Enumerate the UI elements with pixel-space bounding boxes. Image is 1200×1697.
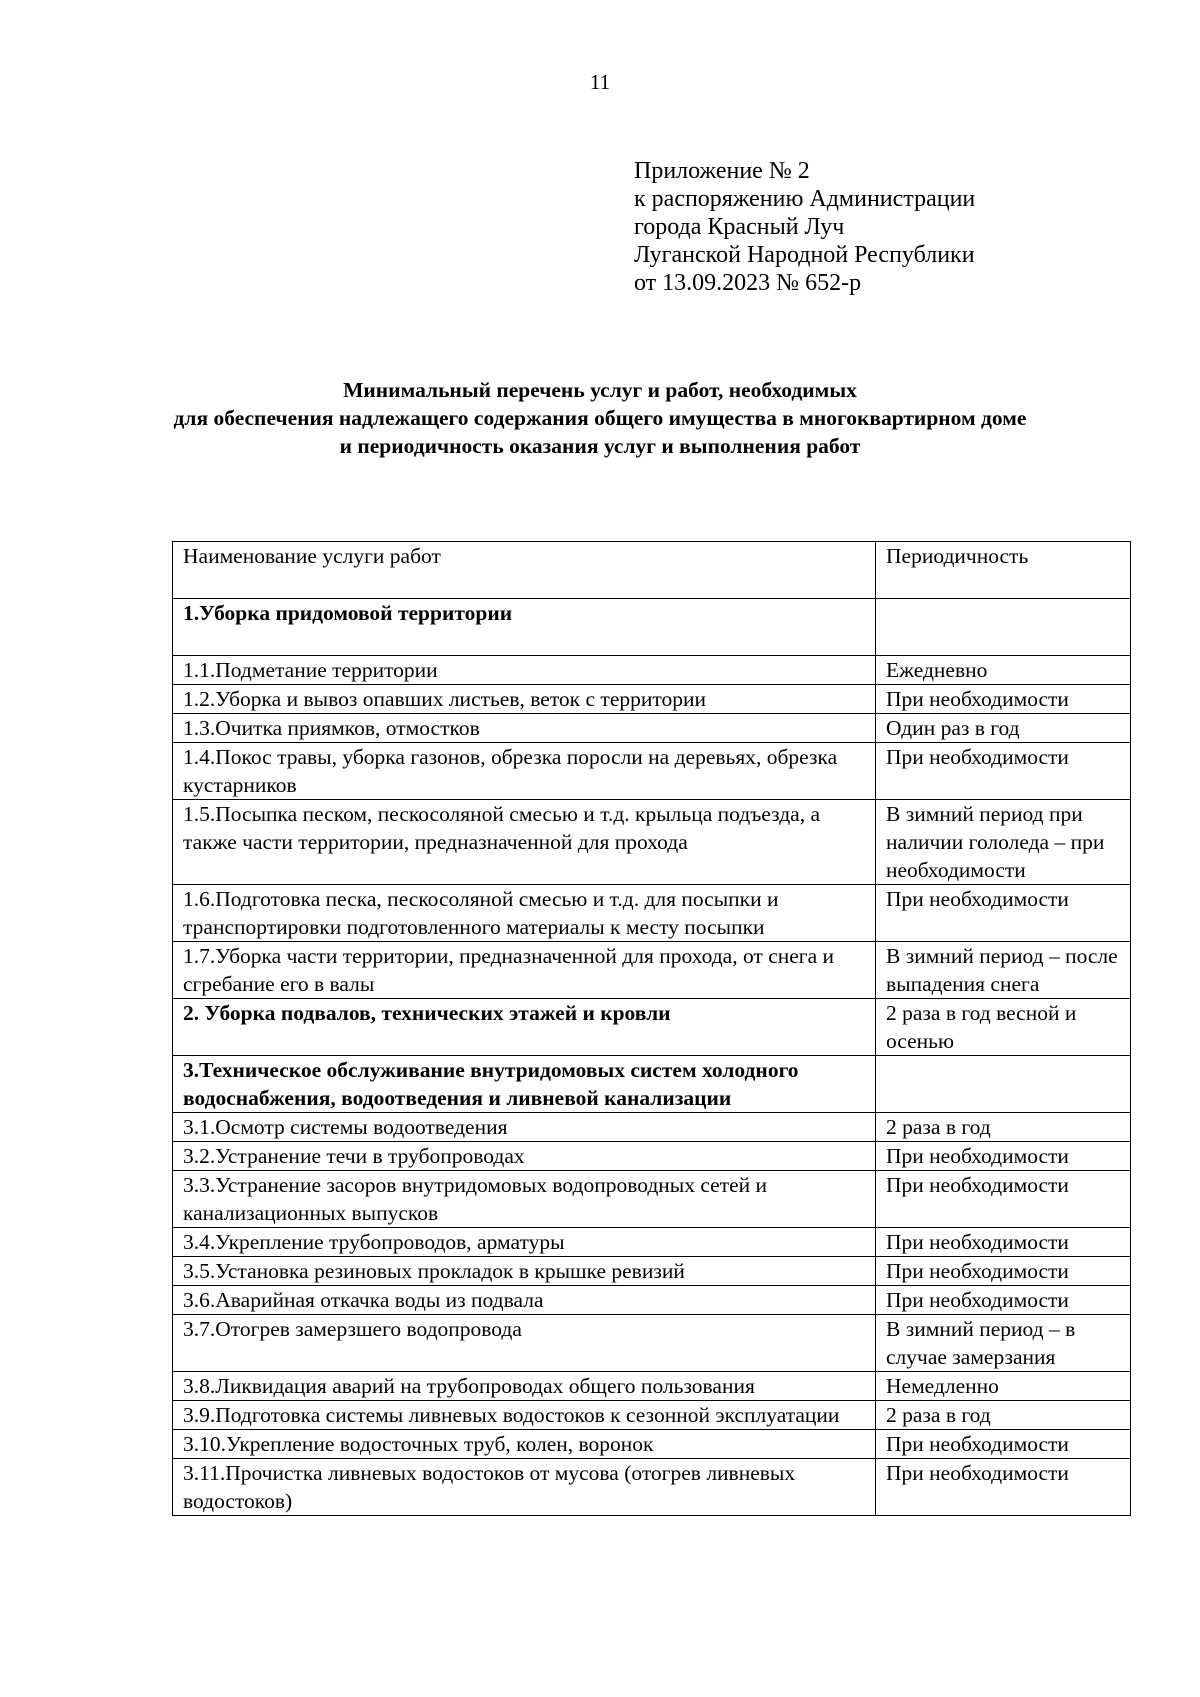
table-row (173, 1430, 1131, 1459)
periodicity-cell: 2 раза в год (876, 1113, 1131, 1142)
periodicity-cell: В зимний период при наличии гололеда – при необходимости (876, 800, 1131, 885)
table-row (173, 1171, 1131, 1228)
periodicity-cell: Немедленно (876, 1372, 1131, 1401)
periodicity-cell: При необходимости (876, 1257, 1131, 1286)
table-row (173, 1113, 1131, 1142)
service-name-cell: 3.4.Укрепление трубопроводов, арматуры (173, 1228, 876, 1257)
periodicity-cell: При необходимости (876, 1430, 1131, 1459)
service-name-cell: 3.1.Осмотр системы водоотведения (173, 1113, 876, 1142)
table-row (173, 1286, 1131, 1315)
service-name-cell: 3.2.Устранение течи в трубопроводах (173, 1142, 876, 1171)
table-section-row (173, 599, 1131, 656)
periodicity-cell: 2 раза в год (876, 1401, 1131, 1430)
table-row (173, 1401, 1131, 1430)
service-name-cell: 1.5.Посыпка песком, пескосоляной смесью и т.д. крыльца подъезда, а также части территории, предназначенной для прохода (173, 800, 876, 885)
service-name-cell: 1.1.Подметание территории (173, 656, 876, 685)
appendix-line: к распоряжению Администрации (634, 186, 976, 212)
periodicity-cell: При необходимости (876, 1286, 1131, 1315)
header-name: Наименование услуги работ (173, 542, 876, 599)
title-line: и периодичность оказания услуг и выполнения работ (339, 434, 861, 458)
periodicity-cell: 2 раза в год весной и осенью (876, 999, 1131, 1056)
service-name-cell: 1.6.Подготовка песка, пескосоляной смесью и т.д. для посыпки и транспортировки подготовленного материалы к месту посыпки (173, 885, 876, 942)
table-section-row (173, 1056, 1131, 1113)
title-line: для обеспечения надлежащего содержания общего имущества в многоквартирном доме (173, 406, 1027, 430)
table-row (173, 1142, 1131, 1171)
service-name-cell: 3.6.Аварийная откачка воды из подвала (173, 1286, 876, 1315)
service-name-cell: 3.10.Укрепление водосточных труб, колен, воронок (173, 1430, 876, 1459)
service-name-cell: 1.Уборка придомовой территории (173, 599, 876, 656)
periodicity-cell: Один раз в год (876, 714, 1131, 743)
service-name-cell: 3.5.Установка резиновых прокладок в крышке ревизий (173, 1257, 876, 1286)
table-body (173, 599, 1131, 1516)
service-name-cell: 3.3.Устранение засоров внутридомовых водопроводных сетей и канализационных выпусков (173, 1171, 876, 1228)
service-name-cell: 1.2.Уборка и вывоз опавших листьев, веток с территории (173, 685, 876, 714)
table-row (173, 885, 1131, 942)
service-name-cell: 3.8.Ликвидация аварий на трубопроводах общего пользования (173, 1372, 876, 1401)
table-row (173, 743, 1131, 800)
periodicity-cell: При необходимости (876, 685, 1131, 714)
services-table (172, 541, 1131, 1516)
table-row (173, 800, 1131, 885)
service-name-cell: 2. Уборка подвалов, технических этажей и кровли (173, 999, 876, 1056)
service-name-cell: 1.4.Покос травы, уборка газонов, обрезка поросли на деревьях, обрезка кустарников (173, 743, 876, 800)
table-row (173, 1257, 1131, 1286)
title-line: Минимальный перечень услуг и работ, необходимых (343, 378, 857, 402)
periodicity-cell: При необходимости (876, 1228, 1131, 1257)
table-row (173, 1459, 1131, 1516)
table-row (173, 714, 1131, 743)
table-row (173, 942, 1131, 999)
appendix-block (634, 157, 975, 297)
header-period: Периодичность (876, 542, 1131, 599)
table-row (173, 1372, 1131, 1401)
page-number: 11 (589, 70, 611, 94)
appendix-line: Приложение № 2 (634, 158, 810, 184)
periodicity-cell: В зимний период – после выпадения снега (876, 942, 1131, 999)
table-header-row (173, 542, 1131, 599)
appendix-line: города Красный Луч (634, 214, 845, 240)
service-name-cell: 3.9.Подготовка системы ливневых водостоков к сезонной эксплуатации (173, 1401, 876, 1430)
service-name-cell: 1.7.Уборка части территории, предназначенной для прохода, от снега и сгребание его в валы (173, 942, 876, 999)
table-row (173, 685, 1131, 714)
document-title (0, 376, 1200, 460)
table-row (173, 1315, 1131, 1372)
appendix-line: от 13.09.2023 № 652-р (634, 270, 862, 296)
periodicity-cell: При необходимости (876, 743, 1131, 800)
periodicity-cell: При необходимости (876, 1171, 1131, 1228)
service-name-cell: 3.Техническое обслуживание внутридомовых систем холодного водоснабжения, водоотведения и ливневой канализации (173, 1056, 876, 1113)
appendix-line: Луганской Народной Республики (634, 242, 975, 268)
periodicity-cell: В зимний период – в случае замерзания (876, 1315, 1131, 1372)
service-name-cell: 1.3.Очитка приямков, отмостков (173, 714, 876, 743)
table-row (173, 656, 1131, 685)
periodicity-cell: При необходимости (876, 1142, 1131, 1171)
periodicity-cell: При необходимости (876, 885, 1131, 942)
service-name-cell: 3.11.Прочистка ливневых водостоков от мусова (отогрев ливневых водостоков) (173, 1459, 876, 1516)
periodicity-cell (876, 1056, 1131, 1113)
periodicity-cell: Ежедневно (876, 656, 1131, 685)
table-row (173, 1228, 1131, 1257)
service-name-cell: 3.7.Отогрев замерзшего водопровода (173, 1315, 876, 1372)
table-section-row (173, 999, 1131, 1056)
periodicity-cell: При необходимости (876, 1459, 1131, 1516)
periodicity-cell (876, 599, 1131, 656)
